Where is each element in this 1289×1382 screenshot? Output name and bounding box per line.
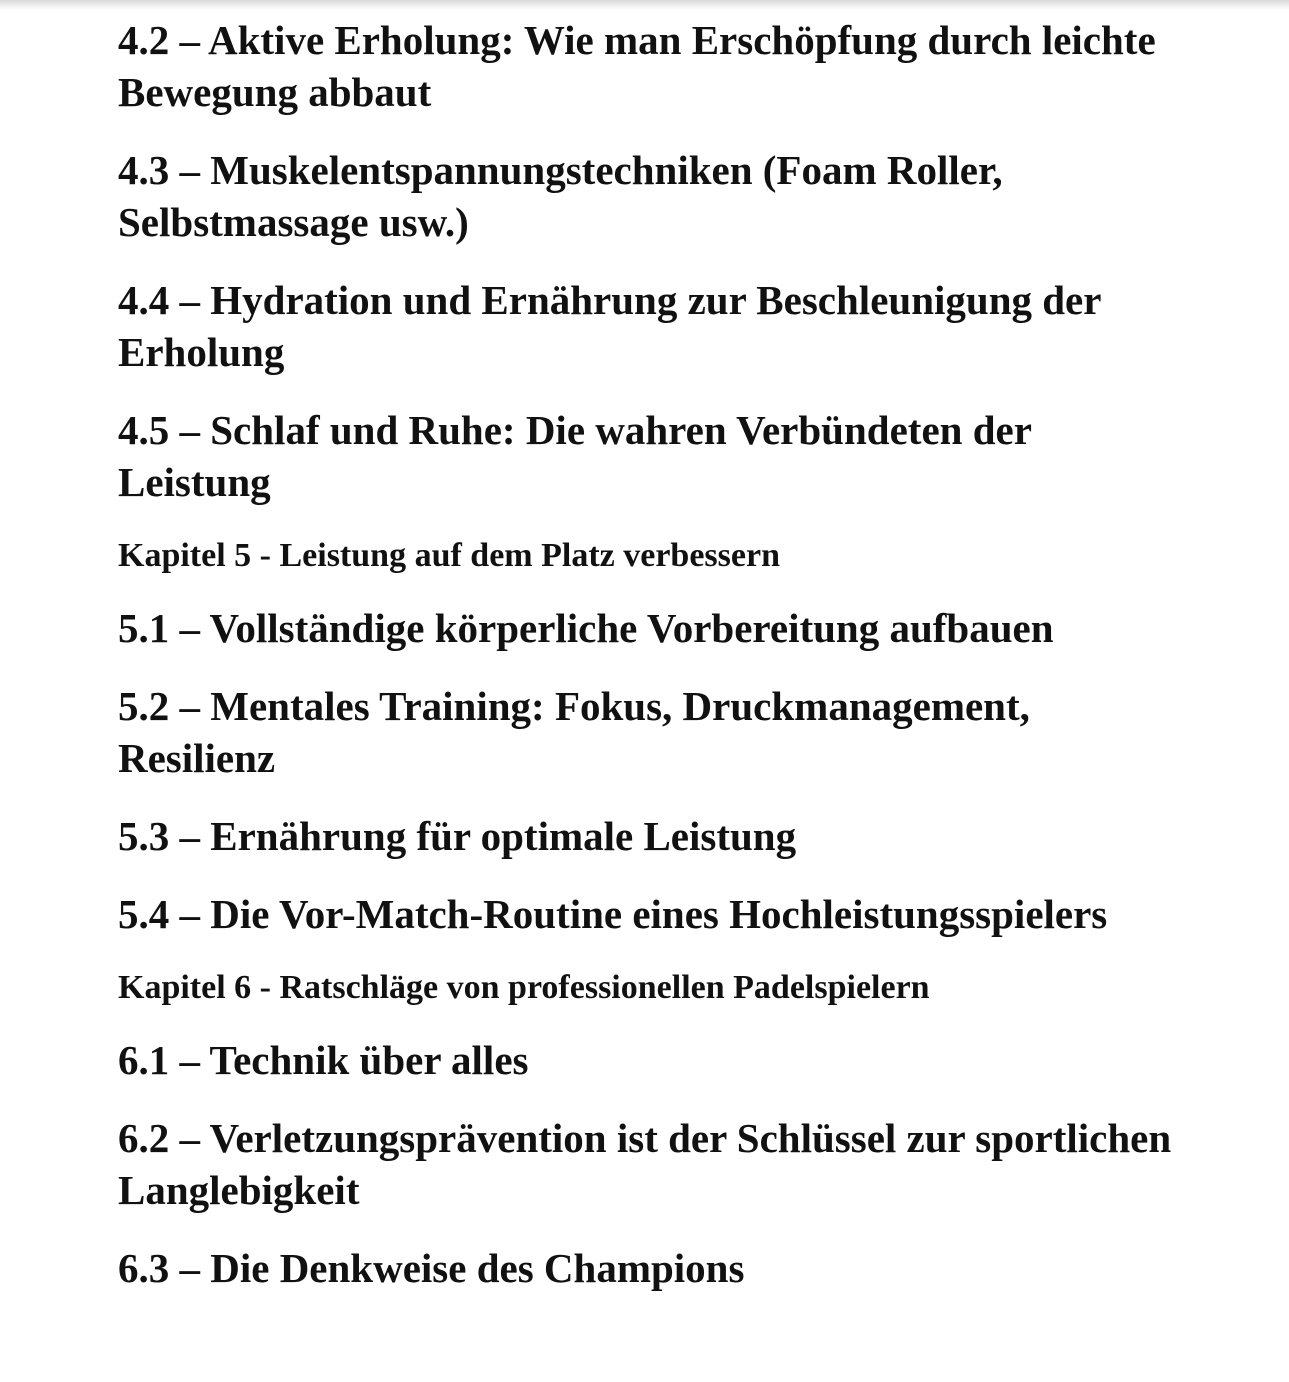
toc-entry-6-2: 6.2 – Verletzungsprävention ist der Schlüssel zur sportlichen Langlebigkeit [118,1115,1172,1213]
toc-entry-4-3: 4.3 – Muskelentspannungstechniken (Foam Roller, Selbstmassage usw.) [118,147,1003,245]
toc-entry-4-5: 4.5 – Schlaf und Ruhe: Die wahren Verbündeten der Leistung [118,407,1032,505]
toc-entry-5-1: 5.1 – Vollständige körperliche Vorbereitung aufbauen [118,605,1054,651]
toc-entry-6-3: 6.3 – Die Denkweise des Champions [118,1245,745,1291]
top-edge-shadow [0,0,1289,10]
chapter-5-heading: Kapitel 5 - Leistung auf dem Platz verbessern [118,537,780,574]
chapter-6-heading: Kapitel 6 - Ratschläge von professionellen Padelspielern [118,969,930,1006]
table-of-contents [118,14,1178,1320]
toc-entry-5-2: 5.2 – Mentales Training: Fokus, Druckmanagement, Resilienz [118,683,1030,781]
toc-entry-5-3: 5.3 – Ernährung für optimale Leistung [118,813,797,859]
toc-entry-6-1: 6.1 – Technik über alles [118,1037,529,1083]
toc-entry-4-4: 4.4 – Hydration und Ernährung zur Beschleunigung der Erholung [118,277,1101,375]
toc-entry-5-4: 5.4 – Die Vor-Match-Routine eines Hochleistungsspielers [118,891,1108,937]
toc-entry-4-2: 4.2 – Aktive Erholung: Wie man Erschöpfung durch leichte Bewegung abbaut [118,17,1156,115]
